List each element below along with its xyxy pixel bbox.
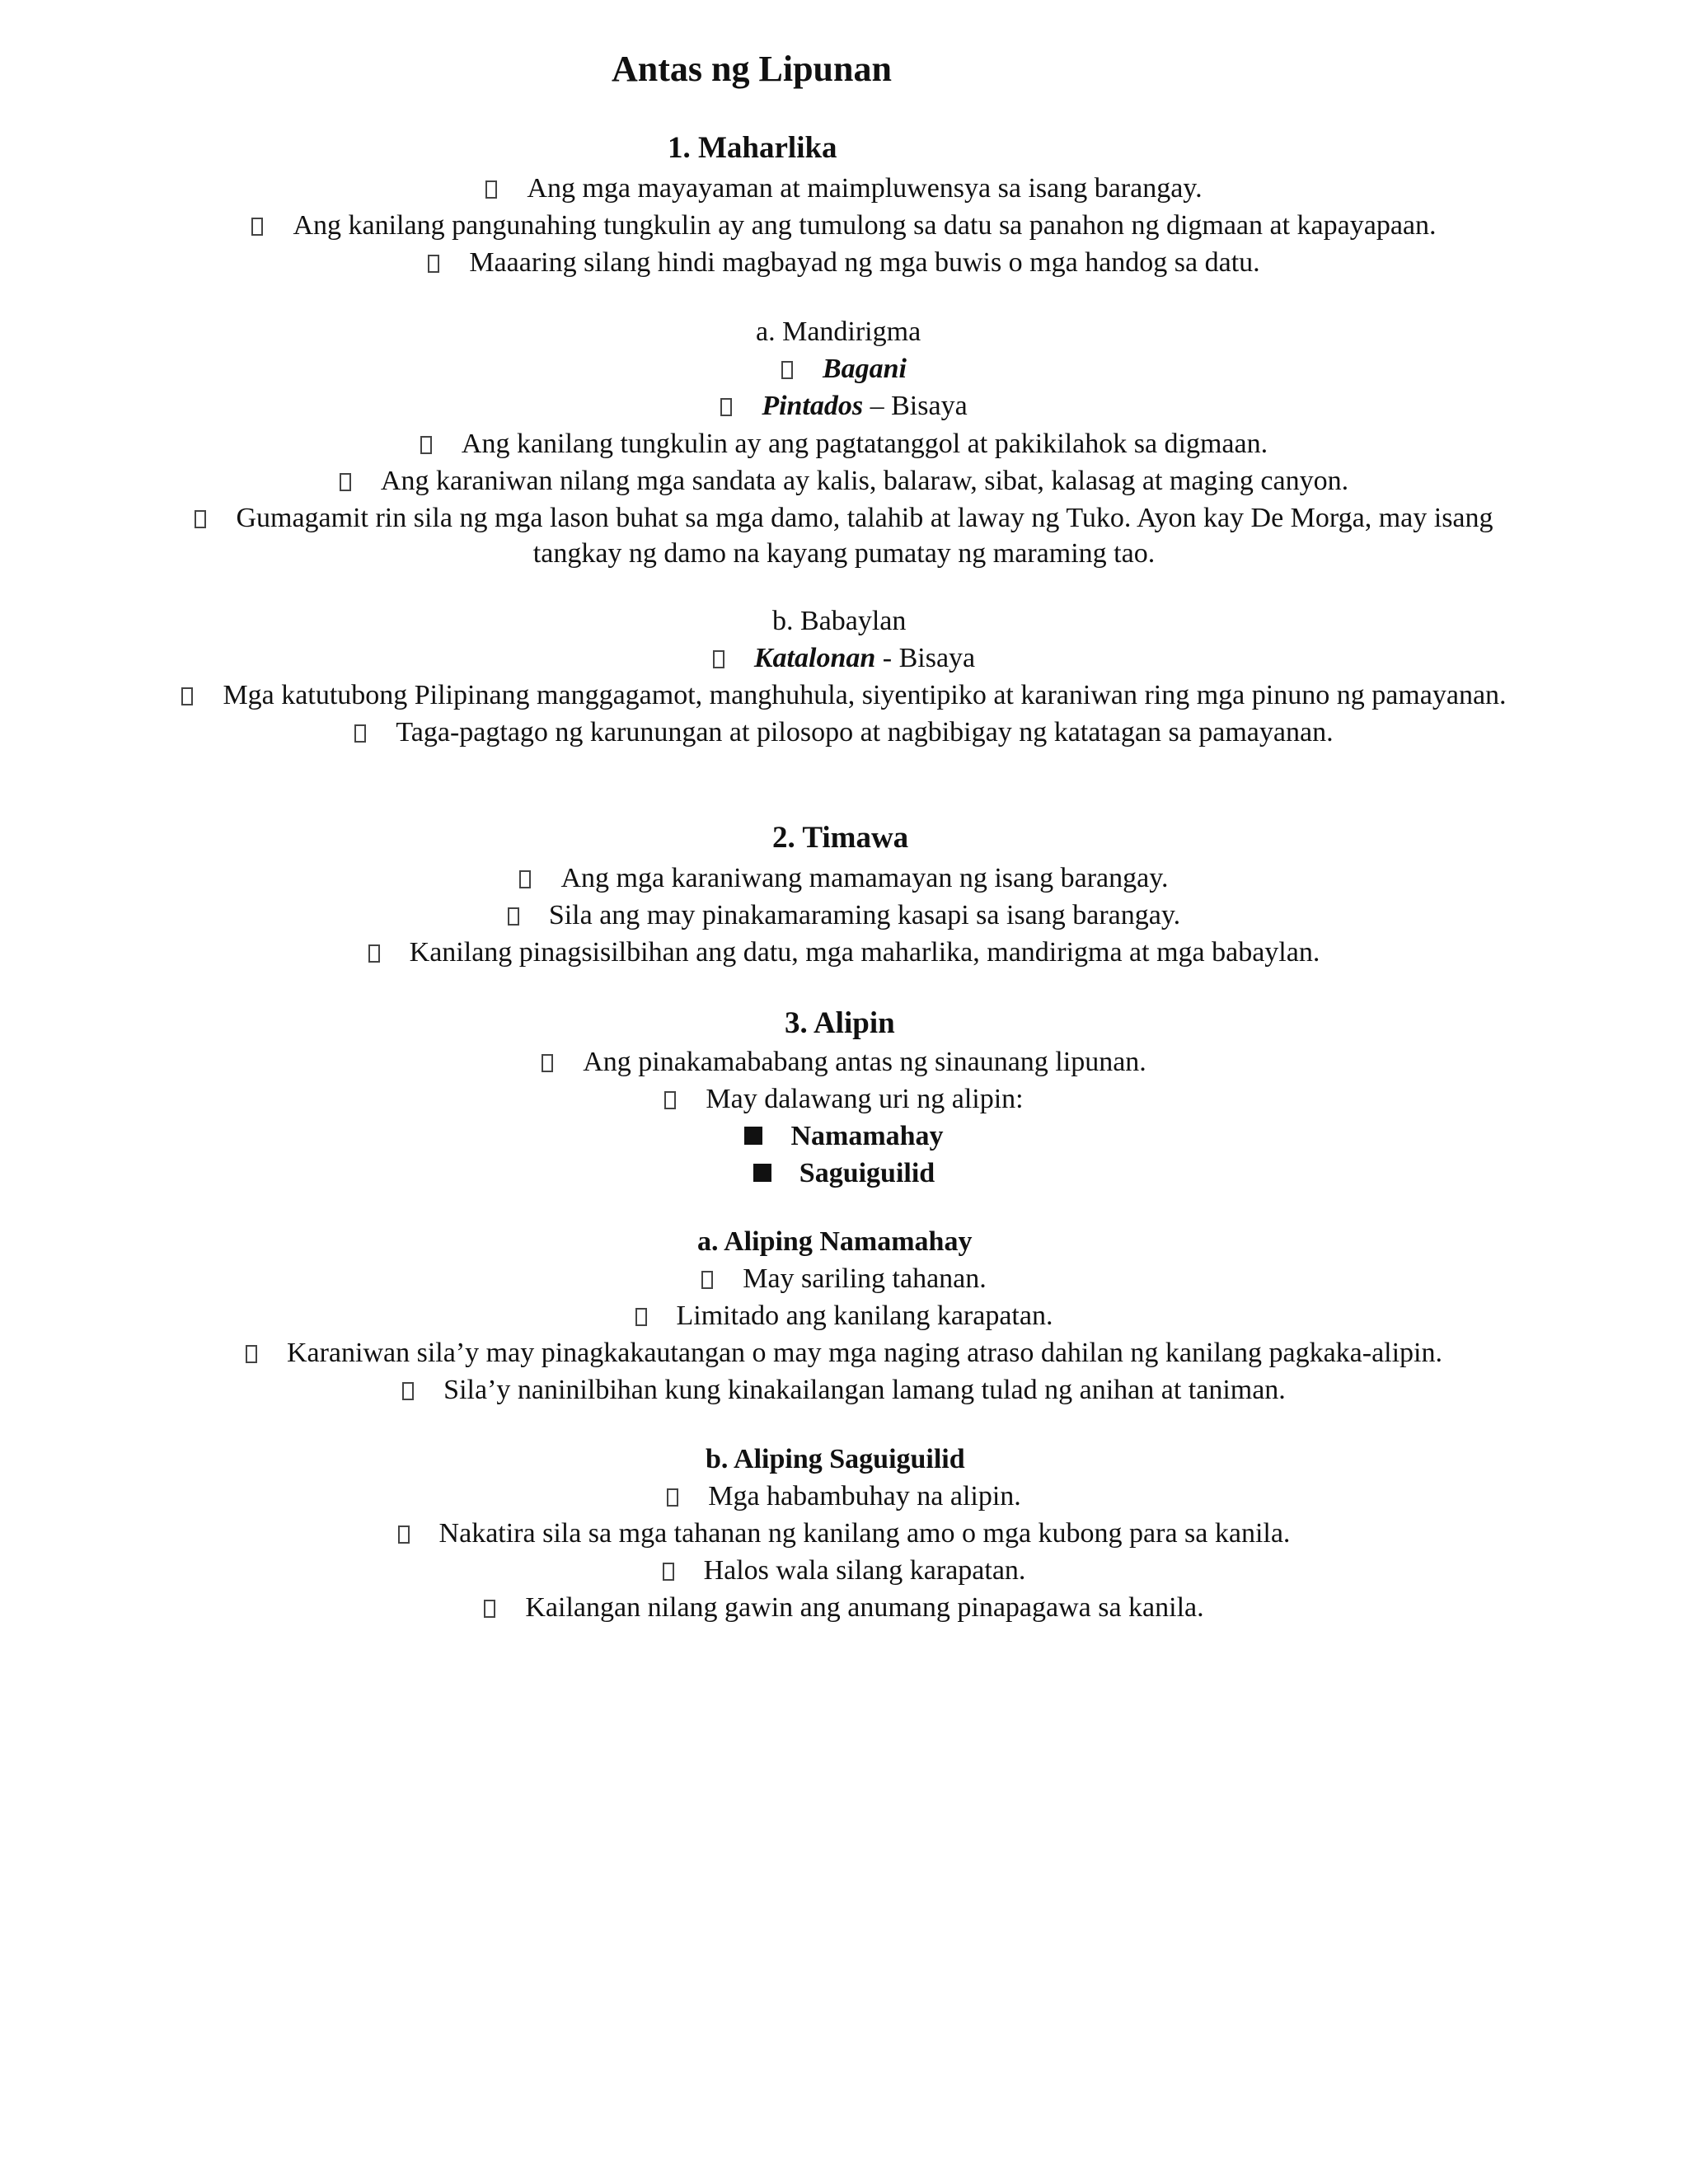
list-item: May dalawang uri ng alipin: (0, 1084, 1688, 1115)
square-bullet-icon (753, 1164, 771, 1182)
list-item: Namamahay (0, 1121, 1688, 1152)
list-item: Sila’y naninilbihan kung kinakailangan lamang tulad ng anihan at taniman. (0, 1375, 1688, 1406)
bullet-icon (508, 907, 519, 926)
list-item: Mga habambuhay na alipin. (0, 1481, 1688, 1512)
bullet-icon (246, 1345, 257, 1363)
bullet-icon (484, 1600, 495, 1618)
page-title: Antas ng Lipunan (612, 49, 892, 89)
list-item: Gumagamit rin sila ng mga lason buhat sa mga damo, talahib at laway ng Tuko. Ayon kay De Morga, may isang (0, 503, 1688, 534)
bullet-icon (340, 473, 351, 491)
list-item: Bagani (0, 354, 1688, 385)
bullet-icon (398, 1526, 410, 1544)
list-item: Ang kanilang pangunahing tungkulin ay ang tumulong sa datu sa panahon ng digmaan at kapayapaan. (0, 210, 1688, 241)
list-item: Katalonan - Bisaya (0, 643, 1688, 674)
list-item: Halos wala silang karapatan. (0, 1555, 1688, 1586)
bullet-icon (485, 180, 497, 199)
bullet-icon (781, 361, 793, 379)
list-item: Saguiguilid (0, 1158, 1688, 1189)
bullet-icon (667, 1488, 678, 1507)
list-item: Taga-pagtago ng karunungan at pilosopo at nagbibigay ng katatagan sa pamayanan. (0, 717, 1688, 748)
bullet-icon (720, 398, 732, 416)
bullet-icon (354, 724, 366, 743)
bullet-icon (368, 944, 380, 963)
subsection-heading-babaylan: b. Babaylan (772, 606, 907, 636)
bullet-icon (195, 510, 206, 528)
bullet-icon (251, 218, 263, 236)
list-item: Ang pinakamababang antas ng sinaunang lipunan. (0, 1047, 1688, 1078)
bullet-icon (635, 1308, 647, 1326)
bullet-icon (664, 1091, 676, 1109)
section-heading-alipin: 3. Alipin (785, 1006, 895, 1040)
list-item: Kailangan nilang gawin ang anumang pinapagawa sa kanila. (0, 1592, 1688, 1624)
bullet-icon (542, 1054, 553, 1072)
subsection-heading-mandirigma: a. Mandirigma (756, 316, 921, 347)
bullet-icon (181, 687, 193, 705)
list-item: Limitado ang kanilang karapatan. (0, 1301, 1688, 1332)
list-item: Ang mga karaniwang mamamayan ng isang barangay. (0, 863, 1688, 894)
bullet-icon (713, 650, 724, 668)
list-item: Maaaring silang hindi magbayad ng mga buwis o mga handog sa datu. (0, 247, 1688, 279)
bullet-icon (420, 436, 432, 454)
list-item: Karaniwan sila’y may pinagkakautangan o may mga naging atraso dahilan ng kanilang pagkaka-alipin. (0, 1338, 1688, 1369)
list-item: Kanilang pinagsisilbihan ang datu, mga maharlika, mandirigma at mga babaylan. (0, 937, 1688, 968)
bullet-icon (701, 1271, 713, 1289)
section-heading-maharlika: 1. Maharlika (668, 131, 837, 165)
bullet-icon (402, 1382, 414, 1400)
subsection-heading-saguiguilid: b. Aliping Saguiguilid (706, 1444, 965, 1474)
section-heading-timawa: 2. Timawa (772, 821, 909, 855)
list-item-continuation: tangkay ng damo na kayang pumatay ng maraming tao. (532, 538, 1156, 569)
list-item: Sila ang may pinakamaraming kasapi sa isang barangay. (0, 900, 1688, 931)
list-item: Ang mga mayayaman at maimpluwensya sa isang barangay. (0, 173, 1688, 204)
list-item: Pintados – Bisaya (0, 391, 1688, 422)
list-item: Ang kanilang tungkulin ay ang pagtatanggol at pakikilahok sa digmaan. (0, 429, 1688, 460)
list-item: Mga katutubong Pilipinang manggagamot, manghuhula, siyentipiko at karaniwan ring mga pinuno ng pamayanan. (0, 680, 1688, 711)
list-item: Nakatira sila sa mga tahanan ng kanilang amo o mga kubong para sa kanila. (0, 1518, 1688, 1549)
bullet-icon (663, 1563, 674, 1581)
subsection-heading-namamahay: a. Aliping Namamahay (697, 1226, 973, 1257)
square-bullet-icon (744, 1127, 762, 1145)
bullet-icon (428, 255, 439, 273)
bullet-icon (519, 870, 531, 888)
list-item: May sariling tahanan. (0, 1263, 1688, 1295)
list-item: Ang karaniwan nilang mga sandata ay kalis, balaraw, sibat, kalasag at maging canyon. (0, 466, 1688, 497)
